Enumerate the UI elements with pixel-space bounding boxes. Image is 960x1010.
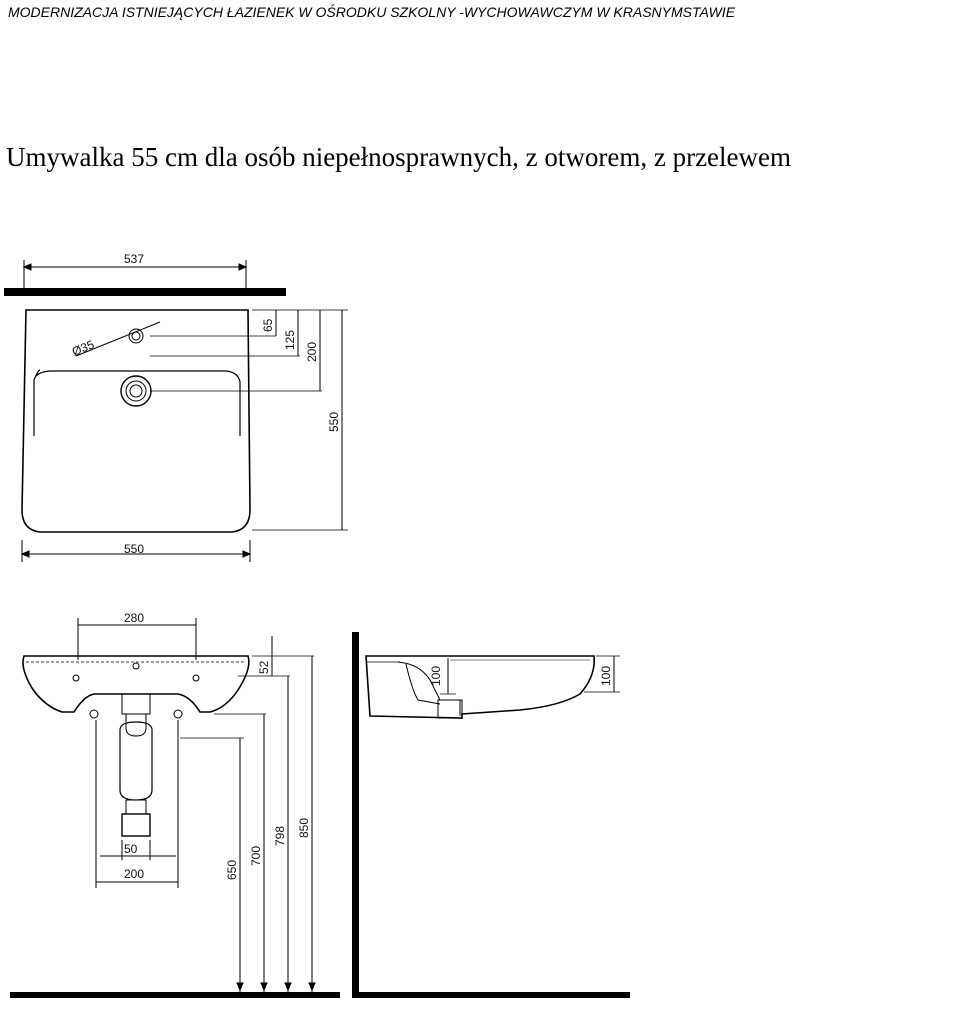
side-view-wall — [352, 632, 359, 998]
dim-125: 125 — [283, 329, 297, 350]
tap-hole-circle — [129, 329, 143, 343]
dim-550-width: 550 — [124, 542, 145, 556]
dim-tap-hole: Ø35 — [69, 337, 97, 359]
dim-850: 850 — [297, 817, 311, 838]
dim-550-depth: 550 — [327, 411, 341, 432]
dim-65: 65 — [261, 318, 275, 332]
document-header: MODERNIZACJA ISTNIEJĄCYCH ŁAZIENEK W OŚRODKU SZKOLNY -WYCHOWAWCZYM W KRASNYMSTAWIE — [8, 4, 736, 20]
top-view-inner-bowl — [34, 370, 240, 436]
dim-200: 200 — [305, 341, 319, 362]
side-view-basin — [366, 656, 594, 718]
front-view-floor — [10, 992, 340, 998]
document-title: Umywalka 55 cm dla osób niepełnosprawnych, z otworem, z przelewem — [6, 142, 792, 172]
dim-700: 700 — [249, 845, 263, 866]
dim-650: 650 — [225, 859, 239, 880]
side-view-floor — [352, 992, 630, 998]
dim-200-bottom: 200 — [124, 867, 145, 881]
siphon — [122, 694, 150, 714]
dim-52: 52 — [257, 660, 271, 674]
top-view-wall — [4, 288, 286, 296]
dim-side-100-a: 100 — [429, 665, 443, 686]
dim-side-100-b: 100 — [599, 665, 613, 686]
dim-50: 50 — [124, 842, 138, 856]
front-view-basin — [23, 656, 249, 712]
dim-280: 280 — [124, 611, 145, 625]
dim-798: 798 — [273, 825, 287, 846]
dim-top-width: 537 — [124, 252, 145, 266]
